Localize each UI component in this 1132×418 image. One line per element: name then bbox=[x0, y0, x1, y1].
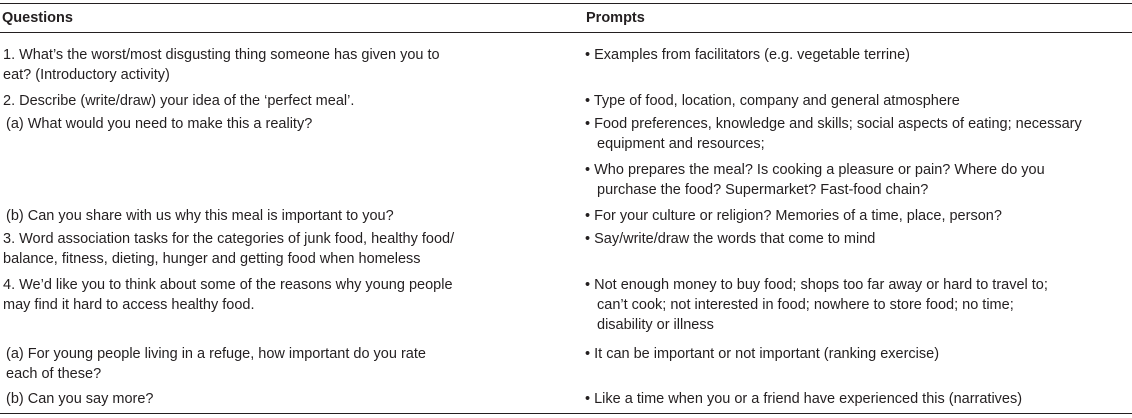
prompt-4a bbox=[585, 344, 939, 364]
question-3 bbox=[3, 229, 454, 269]
question-line: (b) Can you say more? bbox=[6, 391, 154, 407]
questions-header: Questions bbox=[2, 10, 73, 26]
prompt-line: • Food preferences, knowledge and skills; social aspects of eating; necessary bbox=[585, 116, 1082, 132]
prompt-2a-1 bbox=[585, 114, 1082, 154]
question-2 bbox=[3, 91, 354, 111]
question-line: may find it hard to access healthy food. bbox=[3, 297, 255, 313]
prompt-line: purchase the food? Supermarket? Fast-food chain? bbox=[597, 182, 929, 198]
question-line: 1. What’s the worst/most disgusting thing someone has given you to bbox=[3, 47, 440, 63]
prompt-2a-2 bbox=[585, 160, 1045, 200]
prompt-4 bbox=[585, 275, 1048, 335]
prompt-line: • Say/write/draw the words that come to mind bbox=[585, 231, 876, 247]
question-line: (a) What would you need to make this a reality? bbox=[6, 116, 313, 132]
prompt-2 bbox=[585, 91, 960, 111]
question-2a bbox=[6, 114, 312, 134]
prompt-1 bbox=[585, 45, 910, 65]
question-line: each of these? bbox=[6, 366, 102, 382]
header-rule bbox=[0, 32, 1132, 33]
question-line: eat? (Introductory activity) bbox=[3, 67, 170, 83]
prompt-line: • Not enough money to buy food; shops too far away or hard to travel to; bbox=[585, 277, 1048, 293]
prompt-line: • Like a time when you or a friend have experienced this (narratives) bbox=[585, 391, 1023, 407]
prompt-line: • Type of food, location, company and general atmosphere bbox=[585, 93, 960, 109]
prompt-2b bbox=[585, 206, 1002, 226]
question-4b bbox=[6, 389, 153, 409]
prompt-3 bbox=[585, 229, 875, 249]
top-rule bbox=[0, 3, 1132, 4]
question-4 bbox=[3, 275, 453, 315]
question-4a bbox=[6, 344, 426, 384]
question-line: 2. Describe (write/draw) your idea of the ‘perfect meal’. bbox=[3, 93, 355, 109]
question-line: 3. Word association tasks for the categories of junk food, healthy food/ bbox=[3, 231, 455, 247]
prompt-line: • For your culture or religion? Memories of a time, place, person? bbox=[585, 208, 1002, 224]
question-1 bbox=[3, 45, 440, 85]
prompt-line: • Who prepares the meal? Is cooking a pleasure or pain? Where do you bbox=[585, 162, 1045, 178]
prompt-line: disability or illness bbox=[597, 317, 714, 333]
prompt-line: equipment and resources; bbox=[597, 136, 765, 152]
question-line: balance, fitness, dieting, hunger and getting food when homeless bbox=[3, 251, 421, 267]
question-line: 4. We’d like you to think about some of the reasons why young people bbox=[3, 277, 453, 293]
question-line: (a) For young people living in a refuge, how important do you rate bbox=[6, 346, 426, 362]
question-line: (b) Can you share with us why this meal is important to you? bbox=[6, 208, 394, 224]
prompts-header: Prompts bbox=[586, 10, 645, 26]
prompt-line: • Examples from facilitators (e.g. vegetable terrine) bbox=[585, 47, 911, 63]
bottom-rule bbox=[0, 413, 1132, 414]
prompt-line: can’t cook; not interested in food; nowhere to store food; no time; bbox=[597, 297, 1014, 313]
question-2b bbox=[6, 206, 394, 226]
prompt-4b bbox=[585, 389, 1022, 409]
prompt-line: • It can be important or not important (ranking exercise) bbox=[585, 346, 940, 362]
